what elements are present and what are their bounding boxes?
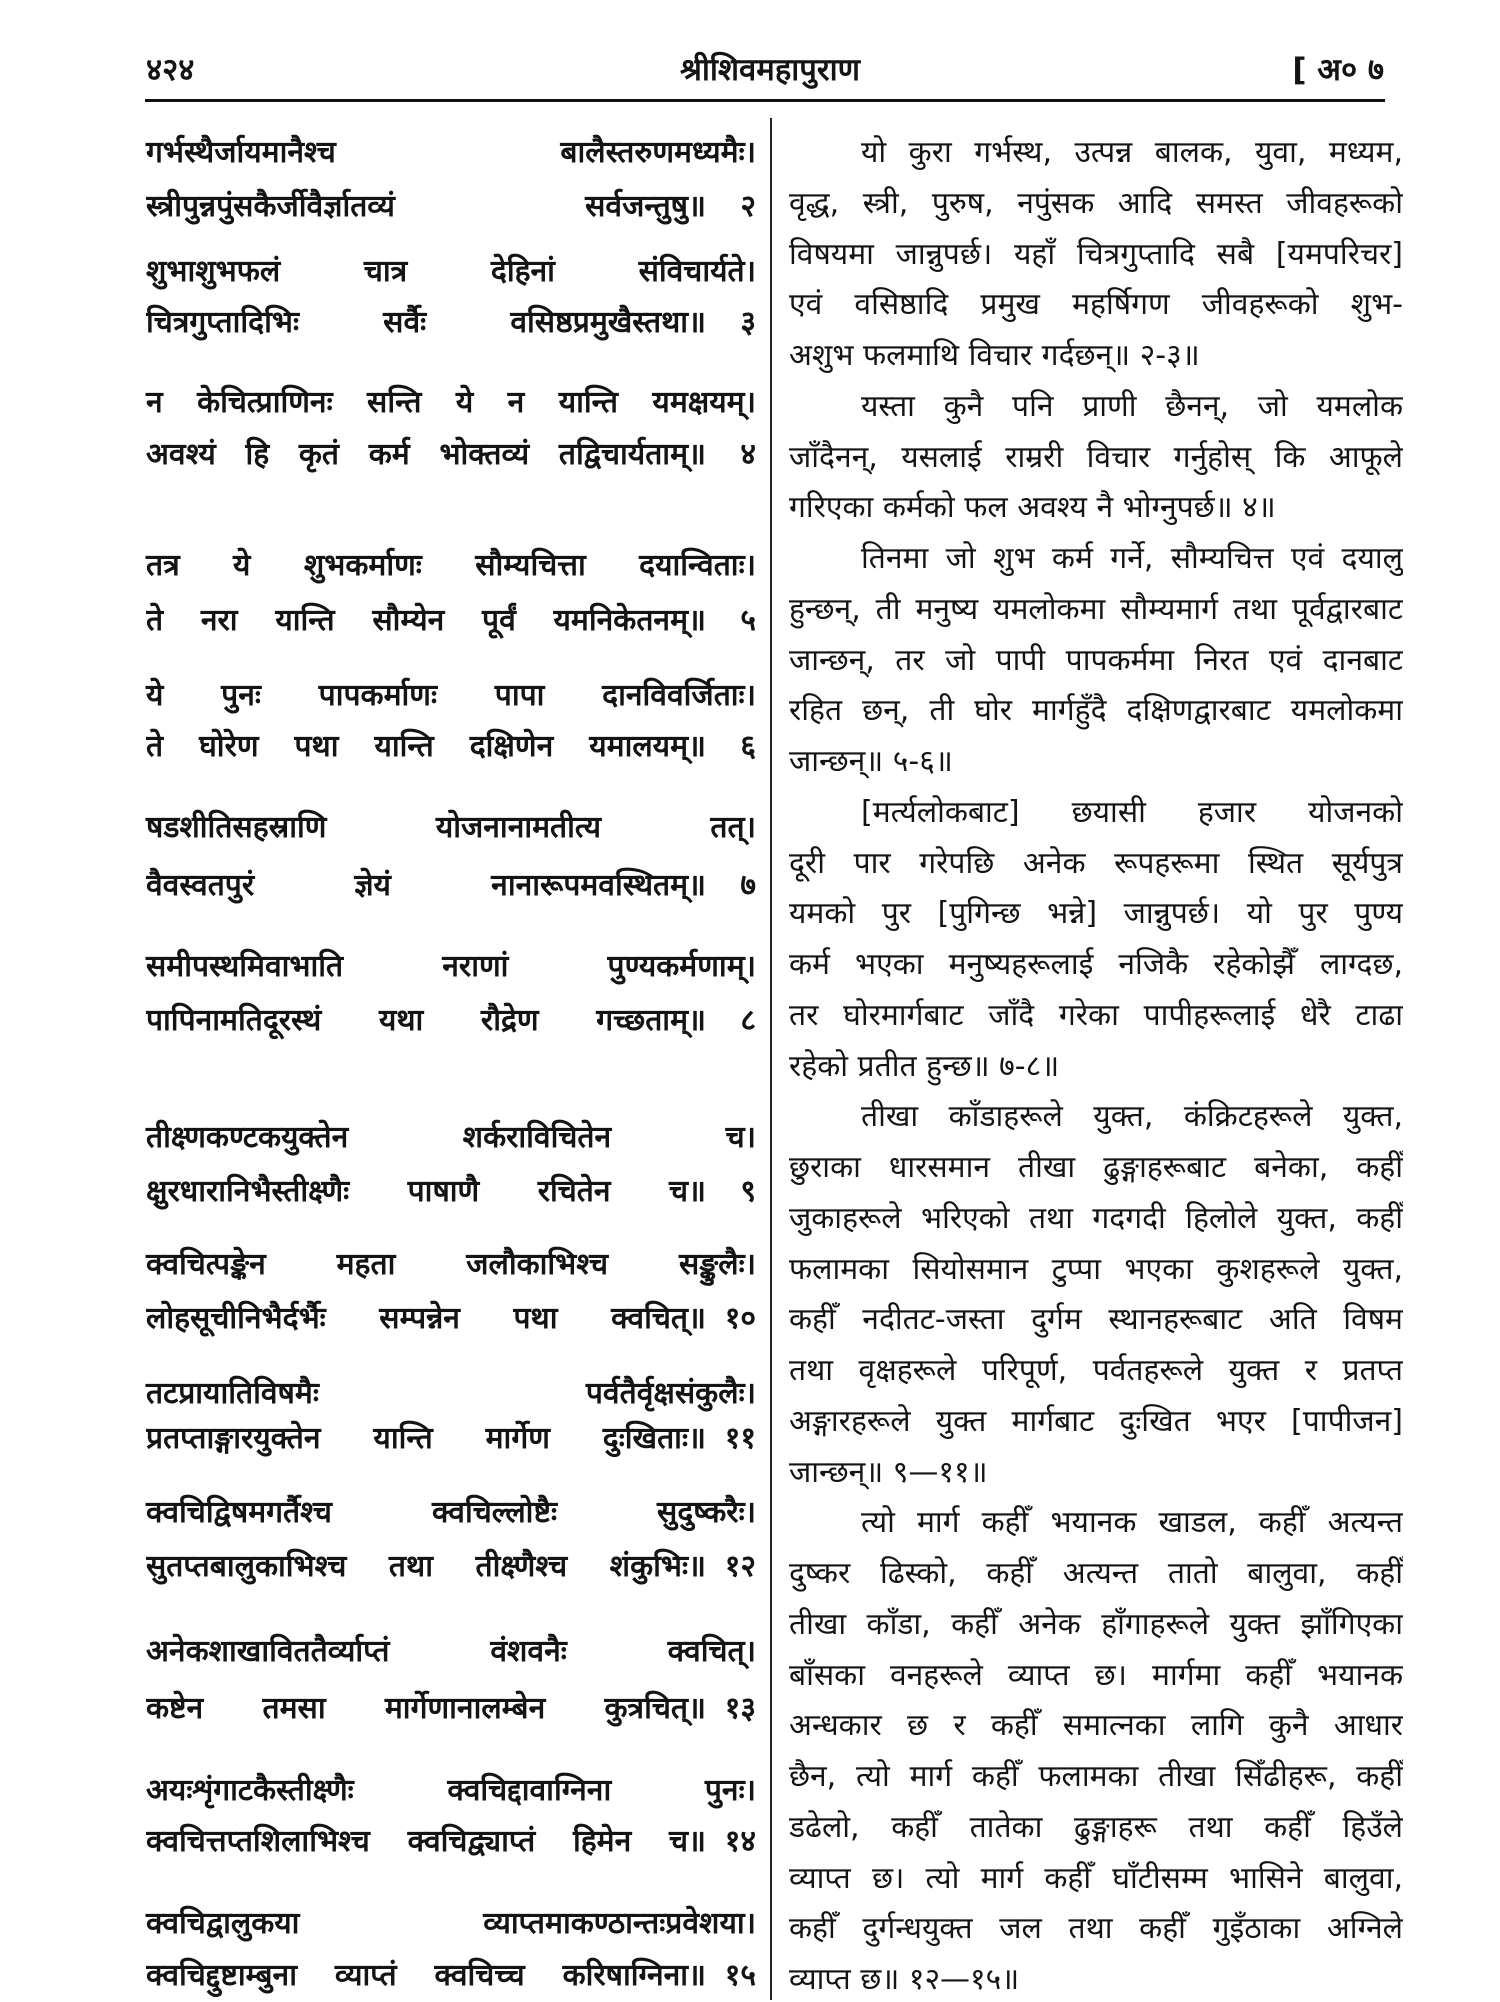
verse-line: समीपस्थमिवाभाति नराणां पुण्यकर्मणाम्। <box>146 949 756 984</box>
verse-line <box>146 1545 756 1589</box>
verse-text: प्रतप्ताङ्गारयुक्तेन यान्ति मार्गेण दुःखिताः॥ <box>146 1421 706 1456</box>
verse-line <box>146 1687 756 1731</box>
translation-line: छुराका धारसमान तीखा ढुङ्गाहरूबाट बनेका, कहीँ <box>789 1150 1403 1185</box>
translation-line: छैन, त्यो मार्ग कहीँ फलामका तीखा सिँढीहरू, कहीँ <box>789 1759 1403 1794</box>
translation-line: कर्म भएका मनुष्यहरूलाई नजिकै रहेकोझैँ लाग्दछ, <box>789 947 1403 982</box>
verse-text: क्वचिद्दुष्टाम्बुना व्याप्तं क्वचिच्च करिषाग्निना॥ <box>146 1958 706 1993</box>
translation-line: रहेको प्रतीत हुन्छ॥ ७-८॥ <box>789 1048 1060 1084</box>
verse-line: क्वचित्पङ्केन महता जलौकाभिश्च सङ्कुलैः। <box>146 1247 756 1282</box>
translation-line: रहित छन्, ती घोर मार्गहुँदै दक्षिणद्वारबाट यमलोकमा <box>789 693 1403 729</box>
verse-text: क्षुरधारानिभैस्तीक्ष्णैः पाषाणै रचितेन च॥ <box>146 1174 706 1209</box>
verse-number: १२ <box>724 1549 756 1584</box>
verse-line <box>146 1170 756 1214</box>
translation-line: डढेलो, कहीँ तातेका ढुङ्गाहरू तथा कहीँ हिउँले <box>789 1809 1403 1845</box>
verse-number: १५ <box>724 1958 756 1993</box>
verse-line: ये पुनः पापकर्माणः पापा दानविवर्जिताः। <box>146 678 756 713</box>
verse-number: ८ <box>740 1003 756 1038</box>
verse-number: ५ <box>740 603 756 638</box>
translation-line: जान्छन्॥ ९—११॥ <box>789 1454 988 1490</box>
translation-line: तीखा काँडाहरूले युक्त, कंक्रिटहरूले युक्त, <box>861 1099 1403 1135</box>
verse-line: गर्भस्थैर्जायमानैश्च बालैस्तरुणमध्यमैः। <box>146 135 756 170</box>
verse-line <box>146 1297 756 1341</box>
verse-line: अयःशृंगाटकैस्तीक्ष्णैः क्वचिद्दावाग्निना पुनः। <box>146 1773 756 1808</box>
translation-line: तर घोरमार्गबाट जाँदै गरेका पापीहरूलाई धेरै टाढा <box>789 997 1403 1033</box>
translation-line: तिनमा जो शुभ कर्म गर्ने, सौम्यचित्त एवं दयालु <box>861 541 1403 576</box>
verse-line <box>146 725 756 769</box>
verse-number: ११ <box>724 1421 756 1456</box>
verse-text: वैवस्वतपुरं ज्ञेयं नानारूपमवस्थितम्॥ <box>146 868 706 903</box>
verse-line <box>146 1417 756 1461</box>
translation-line: अङ्गारहरूले युक्त मार्गबाट दुःखित भएर [पापीजन] <box>789 1403 1403 1439</box>
translation-line: यस्ता कुनै पनि प्राणी छैनन्, जो यमलोक <box>861 388 1403 424</box>
verse-text: पापिनामतिदूरस्थं यथा रौद्रेण गच्छताम्॥ <box>146 1003 706 1038</box>
translation-line: दुष्कर ढिस्को, कहीँ अत्यन्त तातो बालुवा, कहीँ <box>789 1556 1403 1591</box>
verse-line: क्वचिद्वालुकया व्याप्तमाकण्ठान्तःप्रवेशया। <box>146 1906 756 1941</box>
translation-line: जान्छन्, तर जो पापी पापकर्ममा निरत एवं दानबाट <box>789 642 1403 678</box>
verse-line <box>146 599 756 643</box>
translation-line: तीखा काँडा, कहीँ अनेक हाँगाहरूले युक्त झाँगिएका <box>789 1606 1403 1642</box>
verse-line: तटप्रायातिविषमैः पर्वतैर्वृक्षसंकुलैः। <box>146 1376 756 1411</box>
header-rule <box>145 99 1385 102</box>
verse-line <box>146 1820 756 1864</box>
verse-line: शुभाशुभफलं चात्र देहिनां संविचार्यते। <box>146 254 756 289</box>
translation-line: यो कुरा गर्भस्थ, उत्पन्न बालक, युवा, मध्यम, <box>861 135 1403 170</box>
translation-line: जुकाहरूले भरिएको तथा गदगदी हिलोले युक्त, कहीँ <box>789 1200 1403 1236</box>
verse-text: क्वचित्तप्तशिलाभिश्च क्वचिद्व्याप्तं हिमेन च॥ <box>146 1824 706 1859</box>
translation-line: जान्छन्॥ ५-६॥ <box>789 744 953 779</box>
verse-text: अवश्यं हि कृतं कर्म भोक्तव्यं तद्विचार्यताम्॥ <box>146 437 706 472</box>
translation-line: अन्धकार छ र कहीँ समात्नका लागि कुनै आधार <box>789 1708 1403 1744</box>
translation-line: व्याप्त छ॥ १२—१५॥ <box>789 1962 1020 1997</box>
page-number: ४२४ <box>146 52 195 88</box>
verse-number: ३ <box>740 305 756 340</box>
verse-line <box>146 301 756 345</box>
verse-line: तीक्ष्णकण्टकयुक्तेन शर्कराविचितेन च। <box>146 1120 756 1155</box>
verse-line: अनेकशाखाविततैर्व्याप्तं वंशवनैः क्वचित्। <box>146 1634 756 1669</box>
verse-number: २ <box>740 189 756 224</box>
translation-line: यमको पुर [पुगिन्छ भन्ने] जान्नुपर्छ। यो पुर पुण्य <box>789 896 1403 932</box>
translation-line: गरिएका कर्मको फल अवश्य नै भोग्नुपर्छ॥ ४॥ <box>789 490 1276 526</box>
translation-line: [मर्त्यलोकबाट] छयासी हजार योजनको <box>861 794 1403 830</box>
verse-text: ते घोरेण पथा यान्ति दक्षिणेन यमालयम्॥ <box>146 729 706 764</box>
verse-number: १४ <box>724 1824 756 1859</box>
verse-text: कष्टेन तमसा मार्गेणानालम्बेन कुत्रचित्॥ <box>146 1691 706 1726</box>
verse-line <box>146 185 756 229</box>
translation-line: एवं वसिष्ठादि प्रमुख महर्षिगण जीवहरूको शुभ- <box>789 287 1403 323</box>
translation-line: व्याप्त छ। त्यो मार्ग कहीँ घाँटीसम्म भासिने बालुवा, <box>789 1860 1403 1896</box>
verse-number: ४ <box>740 437 756 472</box>
translation-line: तथा वृक्षहरूले परिपूर्ण, पर्वतहरूले युक्त र प्रतप्त <box>789 1353 1403 1388</box>
translation-line: विषयमा जान्नुपर्छ। यहाँ चित्रगुप्तादि सबै [यमपरिचर] <box>789 236 1403 272</box>
verse-line <box>146 999 756 1043</box>
translation-line: वृद्ध, स्त्री, पुरुष, नपुंसक आदि समस्त जीवहरूको <box>789 185 1403 221</box>
verse-number: ६ <box>740 729 756 764</box>
column-divider <box>770 118 772 2000</box>
translation-line: फलामका सियोसमान टुप्पा भएका कुशहरूले युक्त, <box>789 1251 1403 1287</box>
translation-line: अशुभ फलमाथि विचार गर्दछन्॥ २-३॥ <box>789 338 1200 373</box>
verse-text: स्त्रीपुन्नपुंसकैर्जीवैर्ज्ञातव्यं सर्वजन्तुषु॥ <box>146 189 706 224</box>
verse-line: न केचित्प्राणिनः सन्ति ये न यान्ति यमक्षयम्। <box>146 385 756 420</box>
translation-line: बाँसका वनहरूले व्याप्त छ। मार्गमा कहीँ भयानक <box>789 1657 1403 1693</box>
verse-text: सुतप्तबालुकाभिश्च तथा तीक्ष्णैश्च शंकुभिः॥ <box>146 1549 706 1584</box>
translation-line: हुन्छन्, ती मनुष्य यमलोकमा सौम्यमार्ग तथा पूर्वद्वारबाट <box>789 591 1403 627</box>
verse-text: ते नरा यान्ति सौम्येन पूर्वं यमनिकेतनम्॥ <box>146 603 706 638</box>
verse-number: १३ <box>724 1691 756 1726</box>
verse-line: षडशीतिसहस्राणि योजनानामतीत्य तत्। <box>146 810 756 845</box>
chapter-marker: [ अ० ७ <box>1292 52 1384 88</box>
translation-line: कहीँ दुर्गन्धयुक्त जल तथा कहीँ गुइँठाका अग्निले <box>789 1911 1403 1947</box>
verse-line <box>146 433 756 477</box>
verse-line <box>146 864 756 908</box>
verse-line: तत्र ये शुभकर्माणः सौम्यचित्ता दयान्विताः। <box>146 548 756 583</box>
verse-line <box>146 1954 756 1998</box>
translation-line: दूरी पार गरेपछि अनेक रूपहरूमा स्थित सूर्यपुत्र <box>789 845 1403 881</box>
translation-line: कहीँ नदीतट-जस्ता दुर्गम स्थानहरूबाट अति विषम <box>789 1302 1403 1338</box>
verse-number: १० <box>724 1301 756 1336</box>
translation-line: जाँदैनन्, यसलाई राम्ररी विचार गर्नुहोस् कि आफूले <box>789 439 1403 475</box>
running-title: श्रीशिवमहापुराण <box>679 52 861 88</box>
verse-text: चित्रगुप्तादिभिः सर्वैः वसिष्ठप्रमुखैस्तथा॥ <box>146 305 706 340</box>
verse-line: क्वचिद्विषमगर्तैश्च क्वचिल्लोष्टैः सुदुष्करैः। <box>146 1495 756 1530</box>
verse-number: ७ <box>740 868 756 903</box>
translation-line: त्यो मार्ग कहीँ भयानक खाडल, कहीँ अत्यन्त <box>861 1505 1403 1541</box>
verse-text: लोहसूचीनिभैर्दर्भैः सम्पन्नेन पथा क्वचित्॥ <box>146 1301 706 1336</box>
verse-number: ९ <box>740 1174 756 1209</box>
